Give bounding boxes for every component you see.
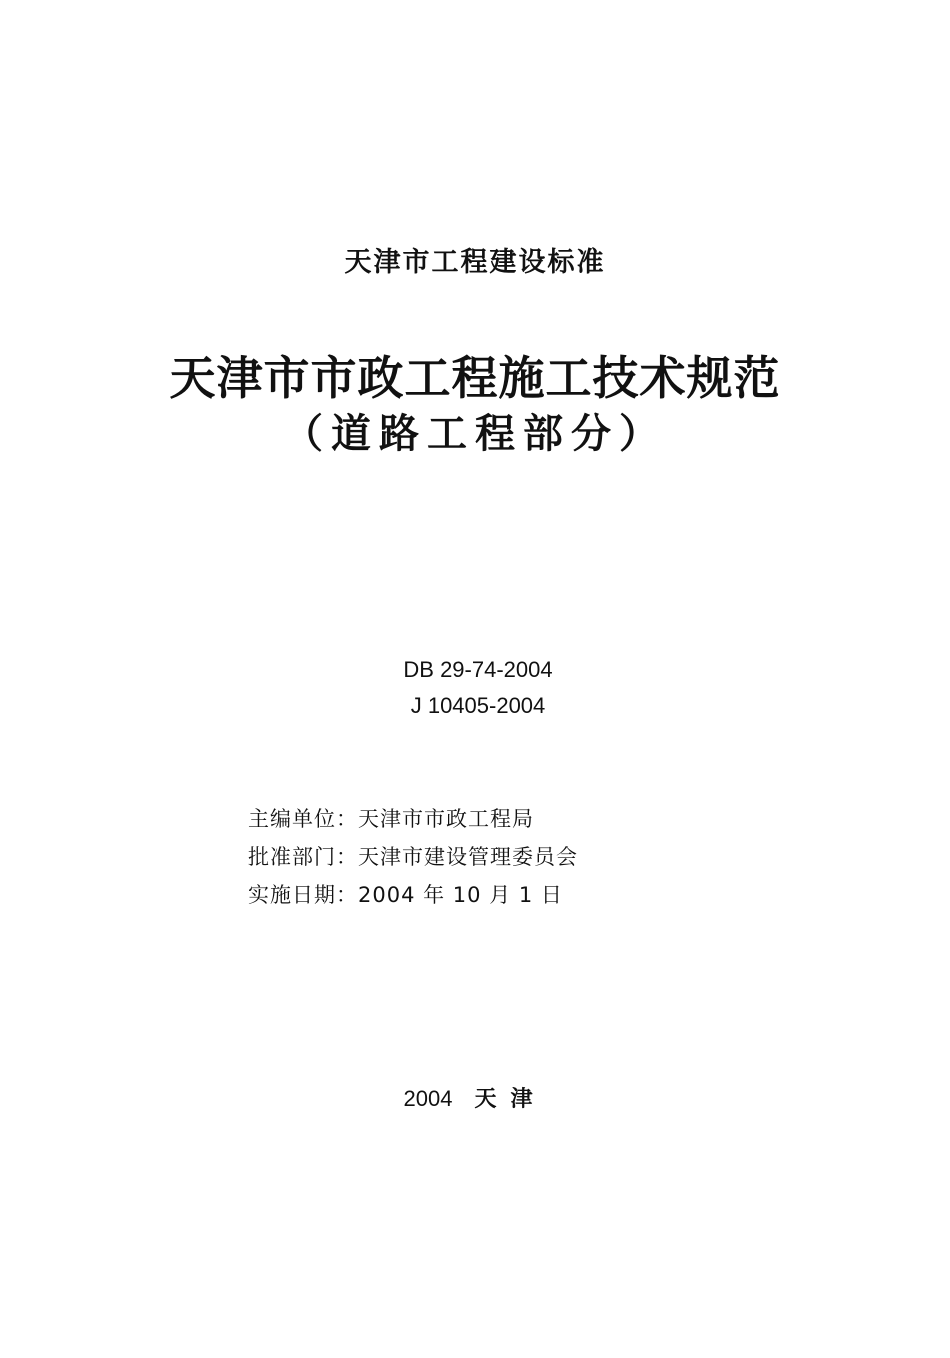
info-value: 天津市市政工程局 bbox=[358, 807, 534, 831]
publication-footer bbox=[0, 1082, 950, 1113]
publication-year: 2004 bbox=[403, 1086, 453, 1111]
sub-title: （道路工程部分） bbox=[283, 410, 667, 457]
publication-city: 天津 bbox=[474, 1087, 547, 1112]
info-row-editor bbox=[248, 800, 768, 838]
info-label: 实施日期： bbox=[248, 883, 358, 907]
series-title: 天津市工程建设标准 bbox=[344, 247, 606, 278]
info-row-approver bbox=[248, 838, 768, 876]
standard-codes bbox=[0, 652, 950, 724]
info-row-effective-date bbox=[248, 876, 768, 914]
info-block bbox=[248, 800, 768, 914]
info-label: 批准部门： bbox=[248, 845, 358, 869]
info-label: 主编单位： bbox=[248, 807, 358, 831]
info-value: 天津市建设管理委员会 bbox=[358, 845, 578, 869]
standard-code-j: J 10405-2004 bbox=[410, 693, 546, 718]
info-value: 2004 年 10 月 1 日 bbox=[358, 883, 563, 907]
main-title: 天津市市政工程施工技术规范 bbox=[169, 351, 781, 405]
standard-code-db: DB 29-74-2004 bbox=[403, 657, 553, 682]
